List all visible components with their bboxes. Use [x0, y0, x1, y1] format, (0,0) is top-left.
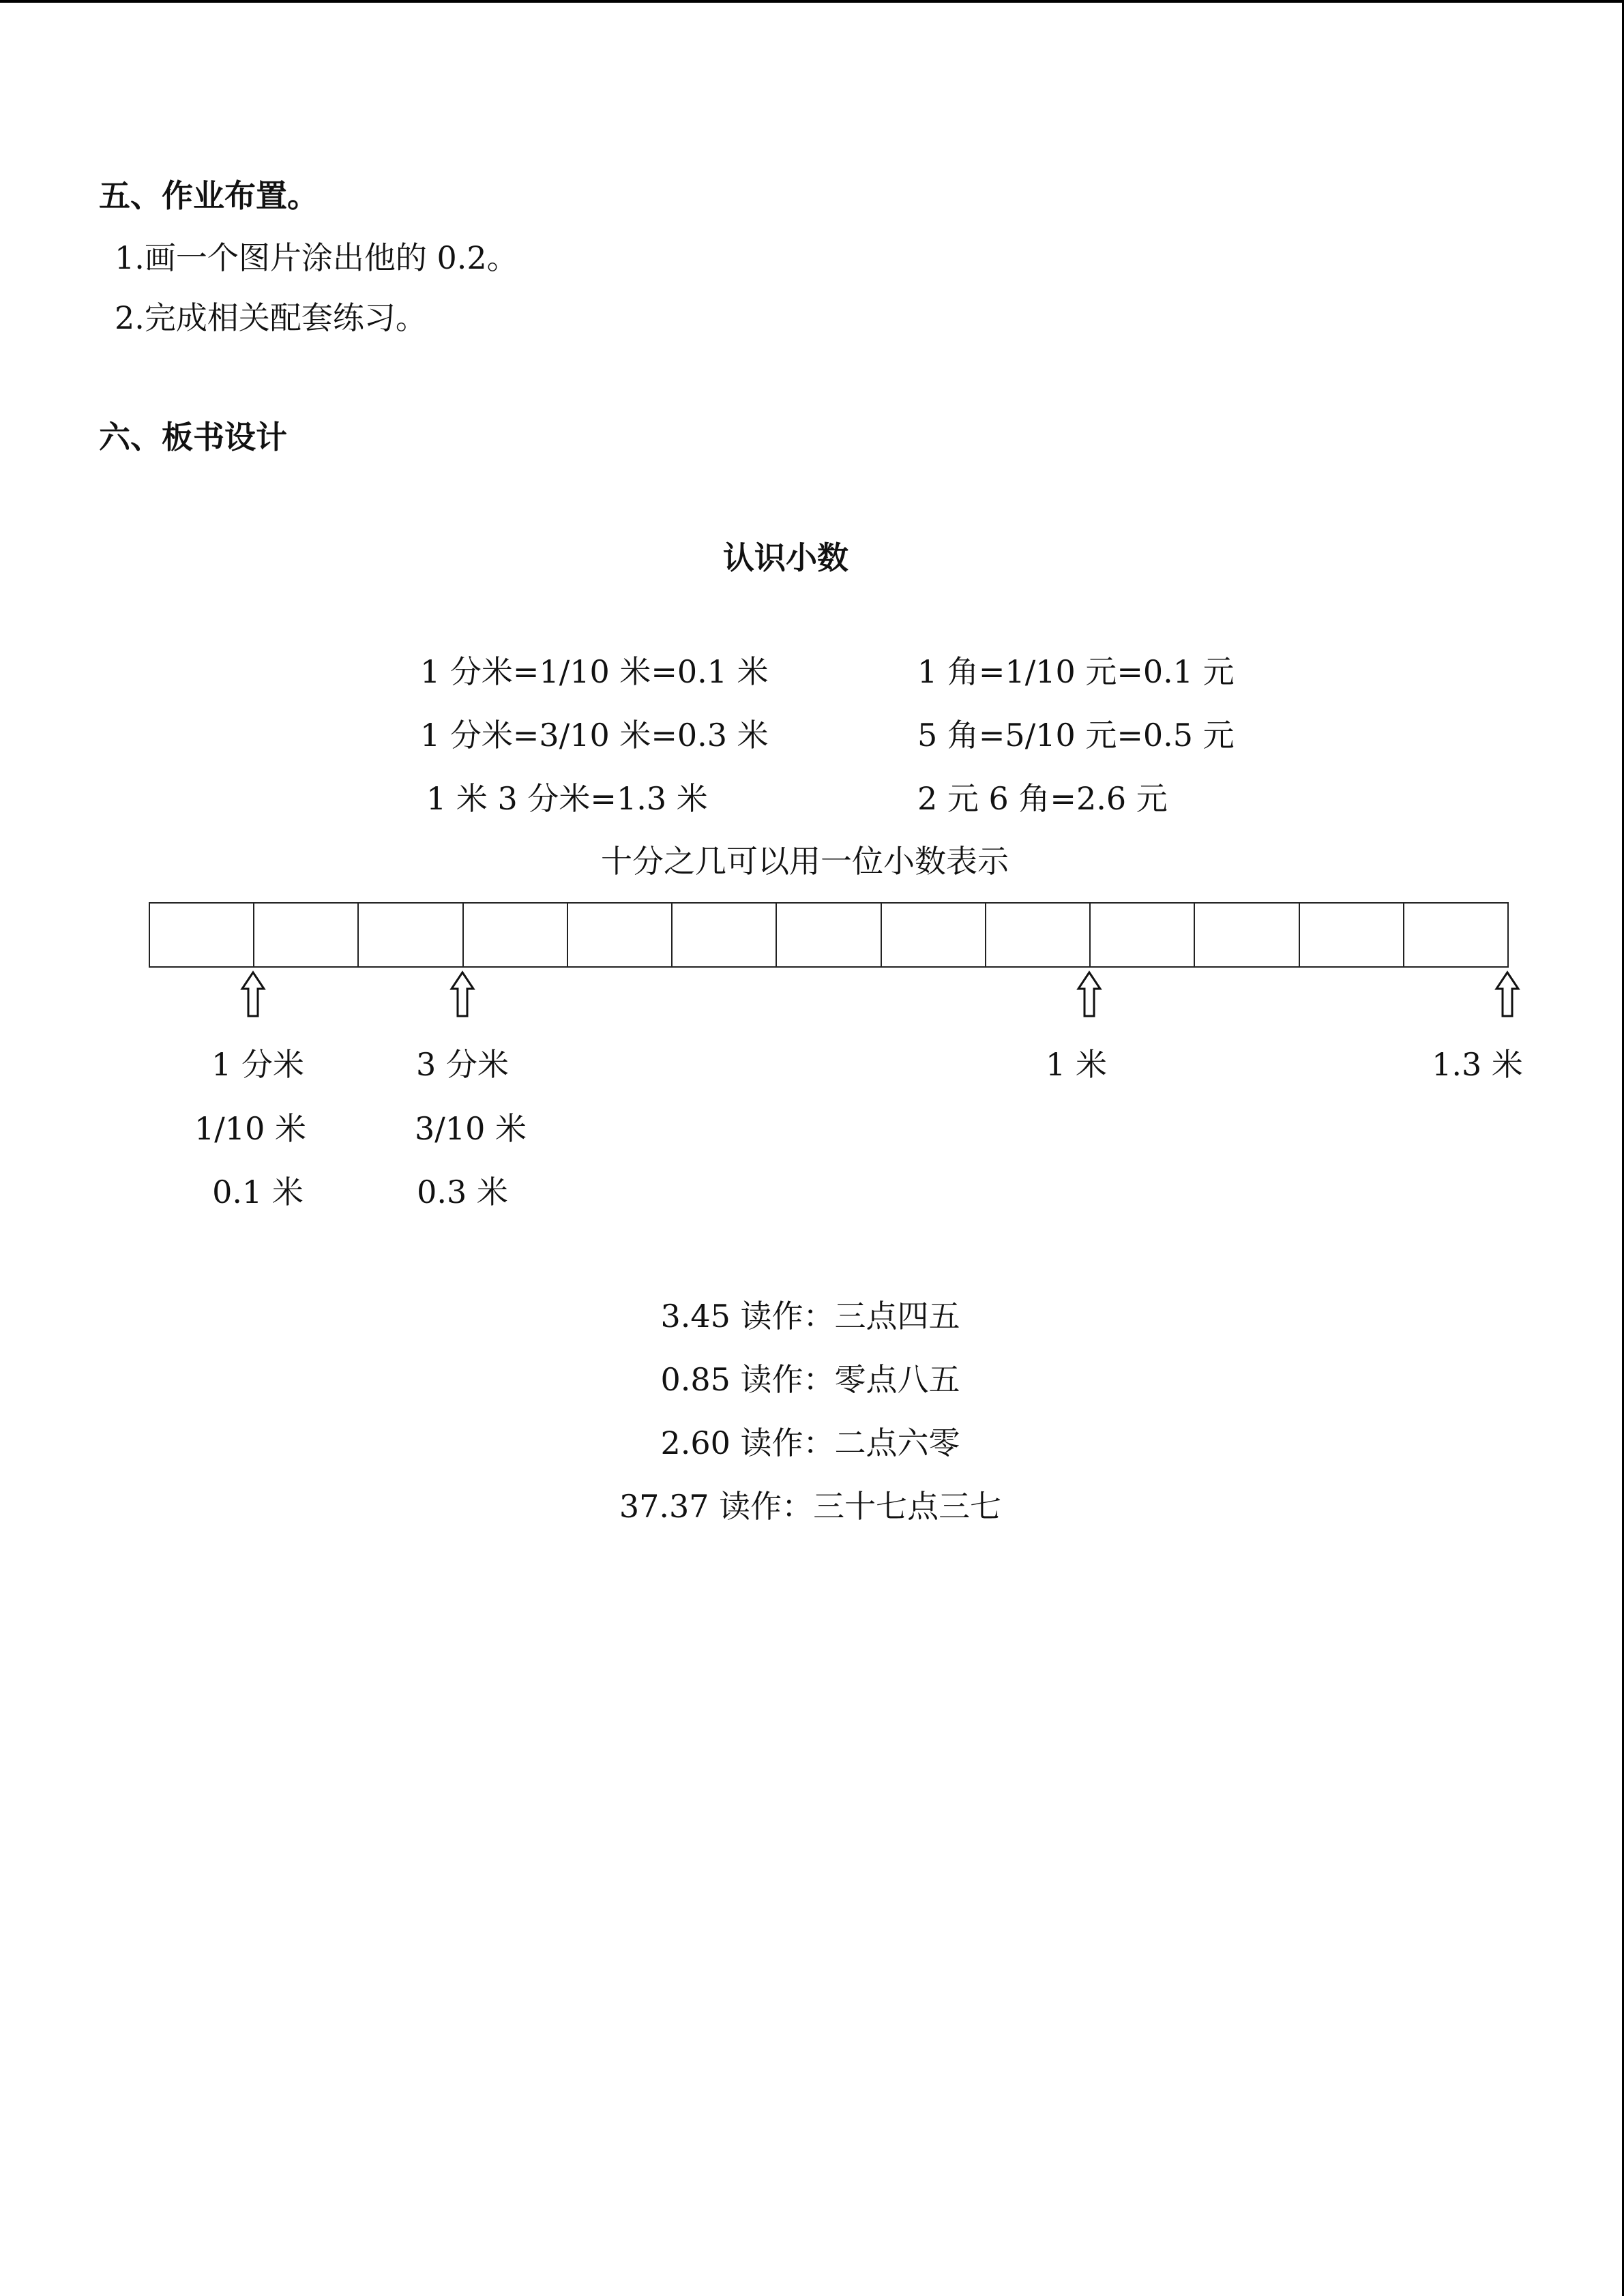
strip-cell [882, 904, 986, 966]
strip-cell [1195, 904, 1299, 966]
strip-cell [359, 904, 463, 966]
board-title: 认识小数 [723, 539, 848, 576]
length-row-2: 1 分米=3/10 米=0.3 米 [420, 717, 769, 754]
strip-cell [464, 904, 568, 966]
length-row-3: 1 米 3 分米=1.3 米 [426, 780, 708, 817]
money-row-1: 1 角=1/10 元=0.1 元 [917, 653, 1235, 690]
section6-heading: 六、板书设计 [99, 419, 287, 456]
decimal-strip [149, 902, 1509, 968]
label-3dm: 3 分米 [416, 1046, 509, 1083]
strip-cell [673, 904, 777, 966]
length-row-1: 1 分米=1/10 米=0.1 米 [420, 653, 769, 690]
strip-cell [986, 904, 1091, 966]
strip-cell [1091, 904, 1195, 966]
money-row-3: 2 元 6 角=2.6 元 [917, 780, 1168, 817]
up-arrow-icon [239, 970, 267, 1018]
up-arrow-icon [1494, 970, 1521, 1018]
homework-item-1: 1.画一个图片涂出他的 0.2。 [115, 239, 518, 276]
up-arrow-icon [449, 970, 476, 1018]
homework-item-2: 2.完成相关配套练习。 [115, 299, 427, 336]
label-0-1m: 0.1 米 [212, 1174, 304, 1210]
section5-heading: 五、作业布置。 [99, 177, 319, 214]
strip-cell [777, 904, 881, 966]
reading-1: 3.45 读作：三点四五 [660, 1298, 960, 1335]
strip-cell [150, 904, 254, 966]
summary-sentence: 十分之几可以用一位小数表示 [601, 843, 1009, 880]
label-0-3m: 0.3 米 [417, 1174, 508, 1210]
strip-cell [1404, 904, 1507, 966]
top-border-line [0, 0, 1624, 3]
money-row-2: 5 角=5/10 元=0.5 元 [917, 717, 1235, 754]
label-3-10m: 3/10 米 [415, 1110, 527, 1147]
label-1-3m: 1.3 米 [1432, 1046, 1523, 1083]
reading-2: 0.85 读作：零点八五 [660, 1361, 960, 1398]
strip-cell [1300, 904, 1404, 966]
reading-3: 2.60 读作：二点六零 [660, 1425, 960, 1461]
label-1m: 1 米 [1046, 1046, 1107, 1083]
label-1dm: 1 分米 [211, 1046, 304, 1083]
reading-4: 37.37 读作：三十七点三七 [619, 1488, 1002, 1525]
label-1-10m: 1/10 米 [194, 1110, 306, 1147]
strip-cell [568, 904, 673, 966]
up-arrow-icon [1076, 970, 1103, 1018]
strip-cell [254, 904, 359, 966]
